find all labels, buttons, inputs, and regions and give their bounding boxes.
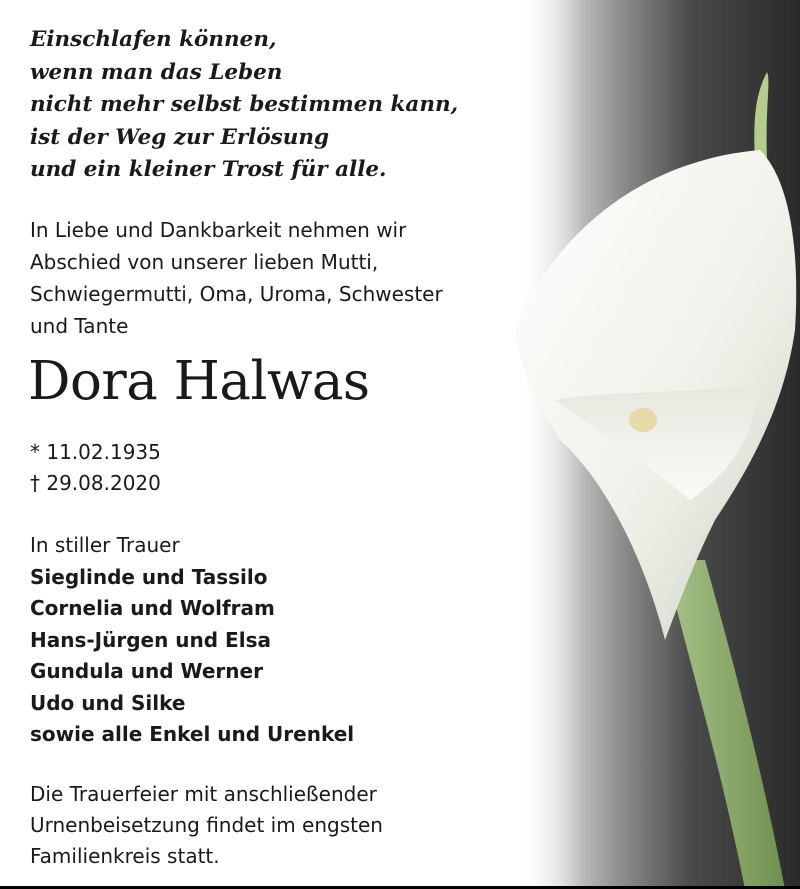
death-date: † 29.08.2020 (30, 471, 161, 495)
mourners-lead: In stiller Trauer (30, 533, 180, 557)
mourner-name: Cornelia und Wolfram (30, 596, 275, 620)
funeral-line: Familienkreis statt. (30, 844, 220, 868)
stem (665, 560, 785, 889)
verse-line: Einschlafen können, (30, 27, 277, 52)
intro-line: und Tante (30, 314, 129, 338)
mourner-name: sowie alle Enkel und Urenkel (30, 722, 355, 746)
intro-line: Schwiegermutti, Oma, Uroma, Schwester (30, 282, 443, 306)
mourner-name: Hans-Jürgen und Elsa (30, 627, 271, 652)
intro-text (30, 214, 530, 342)
funeral-info (30, 779, 383, 872)
deceased-name: Dora Halwas (28, 351, 370, 412)
spadix (629, 408, 657, 432)
petal-tip (754, 72, 768, 160)
funeral-line: Die Trauerfeier mit anschließender (30, 782, 377, 806)
verse-line: ist der Weg zur Erlösung (30, 124, 330, 150)
intro-line: Abschied von unserer lieben Mutti, (30, 250, 379, 274)
verse (30, 24, 500, 187)
calla-lily-icon (515, 0, 800, 889)
verse-line: nicht mehr selbst bestimmen kann, (30, 92, 459, 117)
mourner-names (30, 562, 354, 751)
verse-line: und ein kleiner Trost für alle. (30, 157, 387, 182)
birth-date: * 11.02.1935 (30, 440, 161, 464)
mourner-name: Udo und Silke (30, 690, 186, 715)
mourner-name: Gundula und Werner (30, 659, 263, 683)
verse-line: wenn man das Leben (30, 59, 283, 85)
mourners (30, 530, 354, 751)
intro-line: In Liebe und Dankbarkeit nehmen wir (30, 218, 407, 242)
funeral-line: Urnenbeisetzung findet im engsten (30, 813, 383, 837)
life-dates (30, 437, 161, 499)
mourner-name: Sieglinde und Tassilo (30, 564, 268, 589)
